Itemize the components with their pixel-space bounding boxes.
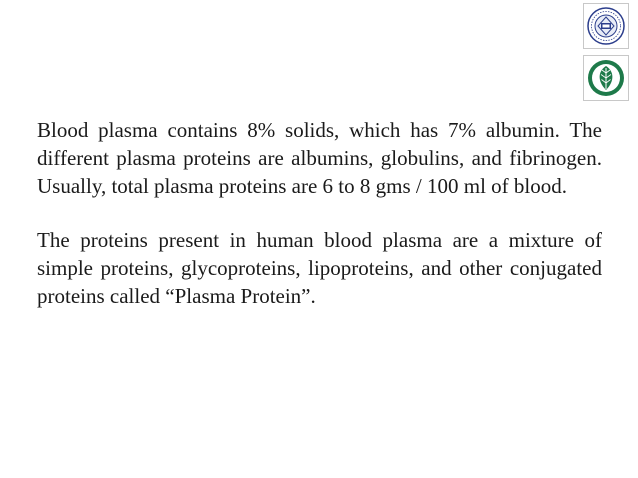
leaf-emblem-icon xyxy=(586,58,626,98)
slide-body xyxy=(37,116,602,310)
paragraph-blood-plasma: Blood plasma contains 8% solids, which has 7% albumin. The different plasma proteins are albumins, globulins, and fibrinogen. Usually, total plasma proteins are 6 to 8 gms / 100 ml of blood. xyxy=(37,118,602,198)
institution-logo xyxy=(583,3,629,49)
institution-seal-icon xyxy=(586,6,626,46)
paragraph-plasma-proteins: The proteins present in human blood plasma are a mixture of simple proteins, glycoproteins, lipoproteins, and other conjugated proteins called “Plasma Protein”. xyxy=(37,228,602,308)
leaf-logo xyxy=(583,55,629,101)
